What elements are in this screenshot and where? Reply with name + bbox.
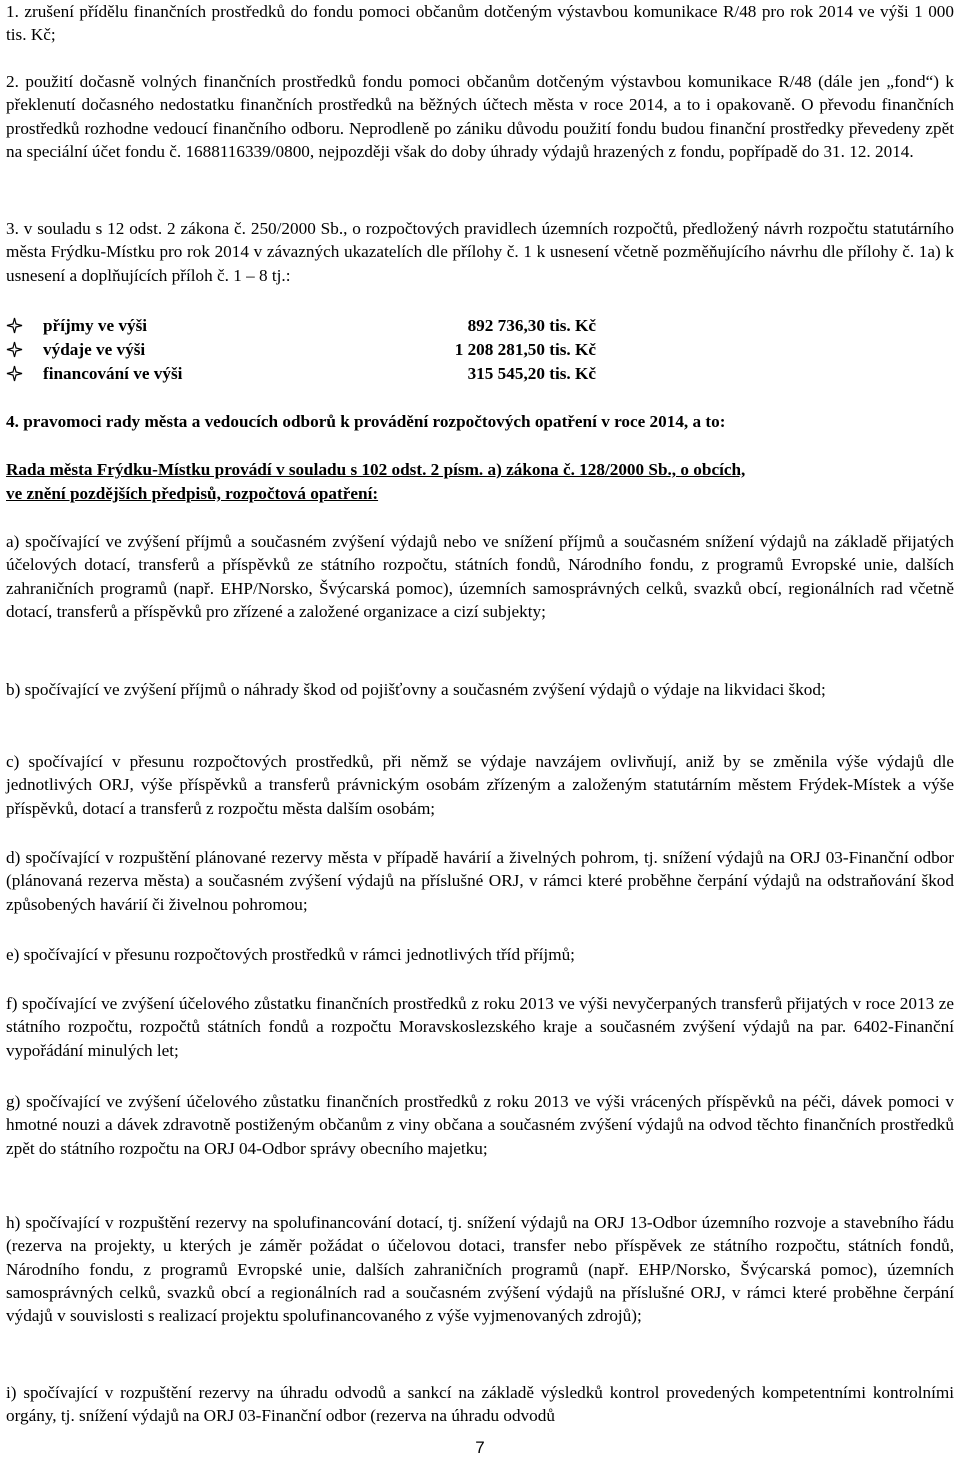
section-number: 4. — [6, 412, 19, 431]
paragraph-item-2: 2. použití dočasně volných finančních prostředků fondu pomoci občanům dotčeným výstavbou komunikace R/48 (dále jen „fond“) k překlenutí dočasného nedostatku finančních prostředků na běžných účtech města v roce 2014, a to i opakovaně. O převodu finančních prostředků rozhodne vedoucí finančního odboru. Neprodleně po zániku důvodu použití fondu budou finanční prostředky převedeny zpět na speciální účet fondu č. 1688116339/0800, nejpozději však do doby úhrady výdajů hrazených z fondu, popřípadě do 31. 12. 2014. — [6, 72, 954, 161]
section-4-heading — [6, 410, 954, 433]
measure-a: a) spočívající ve zvýšení příjmů a současném zvýšení výdajů nebo ve snížení příjmů a současném snížení výdajů na základě přijatých účelových dotací, transferů a příspěvků ze státního rozpočtu, státních fondů, Národního fondu, z programů Evropské unie, dalších zahraničních programů (např. EHP/Norsko, Švýcarská pomoc), územních samosprávných celků, svazků obcí, regionálních rad včetně dotací, transferů a příspěvků pro zřízené a založené organizace a cizí subjekty; — [6, 532, 954, 621]
diamond-bullet-icon — [6, 365, 23, 382]
measure-f: f) spočívající ve zvýšení účelového zůstatku finančních prostředků z roku 2013 ve výši nevyčerpaných transferů přijatých v roce 2013 ze státního rozpočtu, rozpočtů státních fondů a rozpočtu Moravskoslezského kraje a současném zvýšení výdajů na par. 6402-Finanční vypořádání minulých let; — [6, 994, 954, 1060]
council-clause-line-1: Rada města Frýdku-Místku provádí v souladu s 102 odst. 2 písm. a) zákona č. 128/2000 Sb., o obcích, — [6, 460, 746, 479]
summary-label: příjmy ve výši — [43, 316, 148, 335]
diamond-bullet-icon — [6, 341, 23, 358]
page-number: 7 — [475, 1438, 485, 1457]
summary-label: financování ve výši — [43, 364, 183, 383]
measure-h: h) spočívající v rozpuštění rezervy na spolufinancování dotací, tj. snížení výdajů na ORJ 13-Odbor územního rozvoje a stavebního řádu (rezerva na projekty, u kterých je záměr požádat o účelovou dotaci, transfer nebo příspěvek ze státního rozpočtu, státních fondů, Národního fondu, z programů Evropské unie, dalších zahraničních programů (např. EHP/Norsko, Švýcarská pomoc), územních samosprávných celků, svazků obcí a regionálních rad a současném zvýšení výdajů na příslušné ORJ, v rámci které proběhne čerpání výdajů v souvislosti s realizací projektu spolufinancovaného z výše vyjmenovaných zdrojů); — [6, 1213, 954, 1326]
measure-b: b) spočívající ve zvýšení příjmů o náhrady škod od pojišťovny a současném zvýšení výdajů o výdaje na likvidaci škod; — [6, 680, 826, 699]
summary-value: 1 208 281,50 tis. Kč — [454, 340, 596, 359]
summary-label: výdaje ve výši — [43, 340, 146, 359]
summary-row-financing — [6, 362, 606, 385]
diamond-bullet-icon — [6, 317, 23, 334]
measure-g: g) spočívající ve zvýšení účelového zůstatku finančních prostředků z roku 2013 ve výši vrácených příspěvků na péči, dávek pomoci v hmotné nouzi a dávek zdravotně postiženým občanům z viny občana a současném zvýšení výdajů na odvod těchto finančních prostředků zpět do státního rozpočtu na ORJ 04-Odbor správy obecního majetku; — [6, 1092, 954, 1158]
measure-d: d) spočívající v rozpuštění plánované rezervy města v případě havárií a živelných pohrom, tj. snížení výdajů na ORJ 03-Finanční odbor (plánovaná rezerva města) a současném zvýšení výdajů na příslušné ORJ, v rámci které proběhne čerpání výdajů na odstraňování škod způsobených havárií či živelnou pohromou; — [6, 848, 954, 914]
summary-row-expenditure — [6, 338, 606, 361]
measure-c: c) spočívající v přesunu rozpočtových prostředků, při němž se výdaje navzájem ovlivňují, aniž by se změnila výše výdajů dle jednotlivých ORJ, výše příspěvků a transferů právnickým osobám zřízeným a založeným statutárním městem Frýdek-Místek a výše příspěvků, dotací a transferů z rozpočtu města dalším osobám; — [6, 752, 954, 818]
summary-row-revenue — [6, 314, 606, 337]
council-clause-line-2: ve znění pozdějších předpisů, rozpočtová opatření: — [6, 484, 379, 503]
summary-value: 892 736,30 tis. Kč — [467, 316, 596, 335]
measure-e: e) spočívající v přesunu rozpočtových prostředků v rámci jednotlivých tříd příjmů; — [6, 945, 575, 964]
paragraph-item-1: 1. zrušení přídělu finančních prostředků do fondu pomoci občanům dotčeným výstavbou komunikace R/48 pro rok 2014 ve výši 1 000 tis. Kč; — [6, 2, 954, 45]
paragraph-item-3: 3. v souladu s 12 odst. 2 zákona č. 250/2000 Sb., o rozpočtových pravidlech územních rozpočtů, předložený návrh rozpočtu statutárního města Frýdku-Místku pro rok 2014 v závazných ukazatelích dle přílohy č. 1 k usnesení včetně pozměňujícího návrhu dle přílohy č. 1a) k usnesení a doplňujících příloh č. 1 – 8 tj.: — [6, 219, 954, 285]
measure-i: i) spočívající v rozpuštění rezervy na úhradu odvodů a sankcí na základě výsledků kontrol provedených kompetentními kontrolními orgány, tj. snížení výdajů na ORJ 03-Finanční odbor (rezerva na úhradu odvodů — [6, 1383, 954, 1426]
section-heading-text: pravomoci rady města a vedoucích odborů k provádění rozpočtových opatření v roce 2014, a to: — [23, 412, 726, 431]
summary-value: 315 545,20 tis. Kč — [467, 364, 596, 383]
